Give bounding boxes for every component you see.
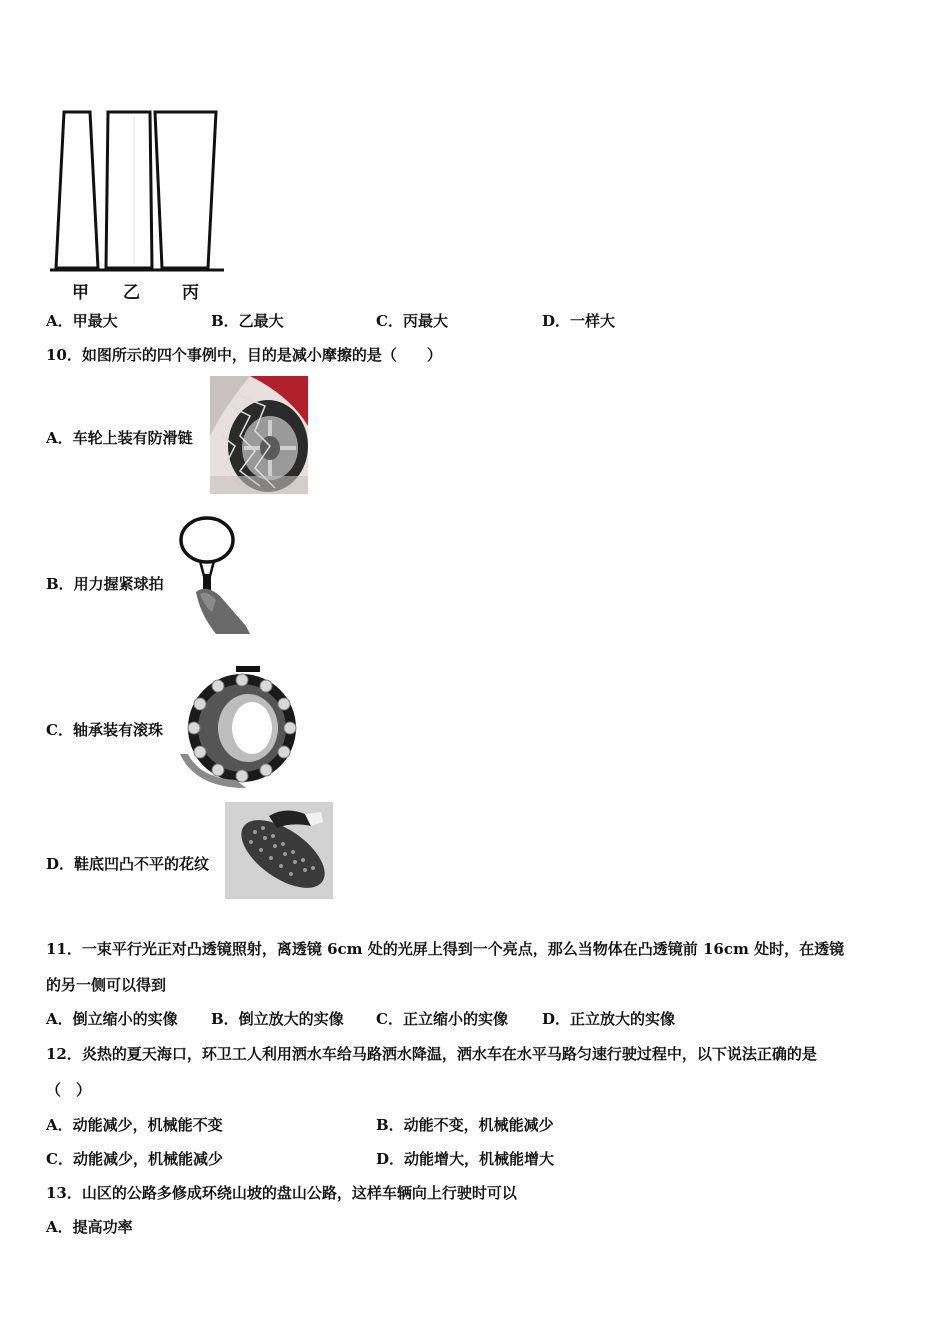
q10-option-d: D．鞋底凹凸不平的花纹 (46, 855, 210, 873)
ball-bearing-image (176, 666, 302, 790)
q10-option-b: B．用力握紧球拍 (46, 575, 164, 593)
shoe-sole-image (225, 802, 333, 899)
q12-option-a: A．动能减少，机械能不变 (46, 1116, 223, 1134)
q9-option-a: A．甲最大 (46, 312, 118, 330)
q11-option-a: A．倒立缩小的实像 (46, 1010, 178, 1028)
q11-stem-line2: 的另一侧可以得到 (46, 976, 167, 994)
containers-figure (48, 106, 228, 276)
q12-stem-line2: （ ） (46, 1081, 92, 1099)
q11-option-c: C．正立缩小的实像 (376, 1010, 508, 1028)
q10-stem: 10．如图所示的四个事例中，目的是减小摩擦的是（ ） (46, 346, 442, 364)
label-jia: 甲 (72, 283, 89, 303)
q9-option-d: D．一样大 (542, 312, 616, 330)
q9-option-c: C．丙最大 (376, 312, 448, 330)
label-yi: 乙 (123, 283, 140, 303)
q13-option-a: A．提高功率 (46, 1218, 133, 1236)
q10-option-a: A．车轮上装有防滑链 (46, 429, 193, 447)
q10-option-c: C．轴承装有滚珠 (46, 721, 163, 739)
q12-option-d: D．动能增大，机械能增大 (376, 1150, 555, 1168)
q11-stem-line1: 11．一束平行光正对凸透镜照射，离透镜 6cm 处的光屏上得到一个亮点，那么当物体在凸透镜前 16cm 处时，在透镜 (46, 940, 845, 958)
q12-option-c: C．动能减少，机械能减少 (46, 1150, 223, 1168)
q12-stem-line1: 12．炎热的夏天海口，环卫工人利用洒水车给马路洒水降温，洒水车在水平马路匀速行驶过程中，以下说法正确的是 (46, 1045, 817, 1063)
tennis-racket-image (176, 514, 252, 634)
q11-option-b: B．倒立放大的实像 (211, 1010, 344, 1028)
q13-stem: 13．山区的公路多修成环绕山坡的盘山公路，这样车辆向上行驶时可以 (46, 1184, 517, 1202)
label-bing: 丙 (182, 283, 199, 303)
q11-option-d: D．正立放大的实像 (542, 1010, 676, 1028)
tire-chain-image (210, 376, 308, 494)
q9-option-b: B．乙最大 (211, 312, 284, 330)
q12-option-b: B．动能不变，机械能减少 (376, 1116, 554, 1134)
